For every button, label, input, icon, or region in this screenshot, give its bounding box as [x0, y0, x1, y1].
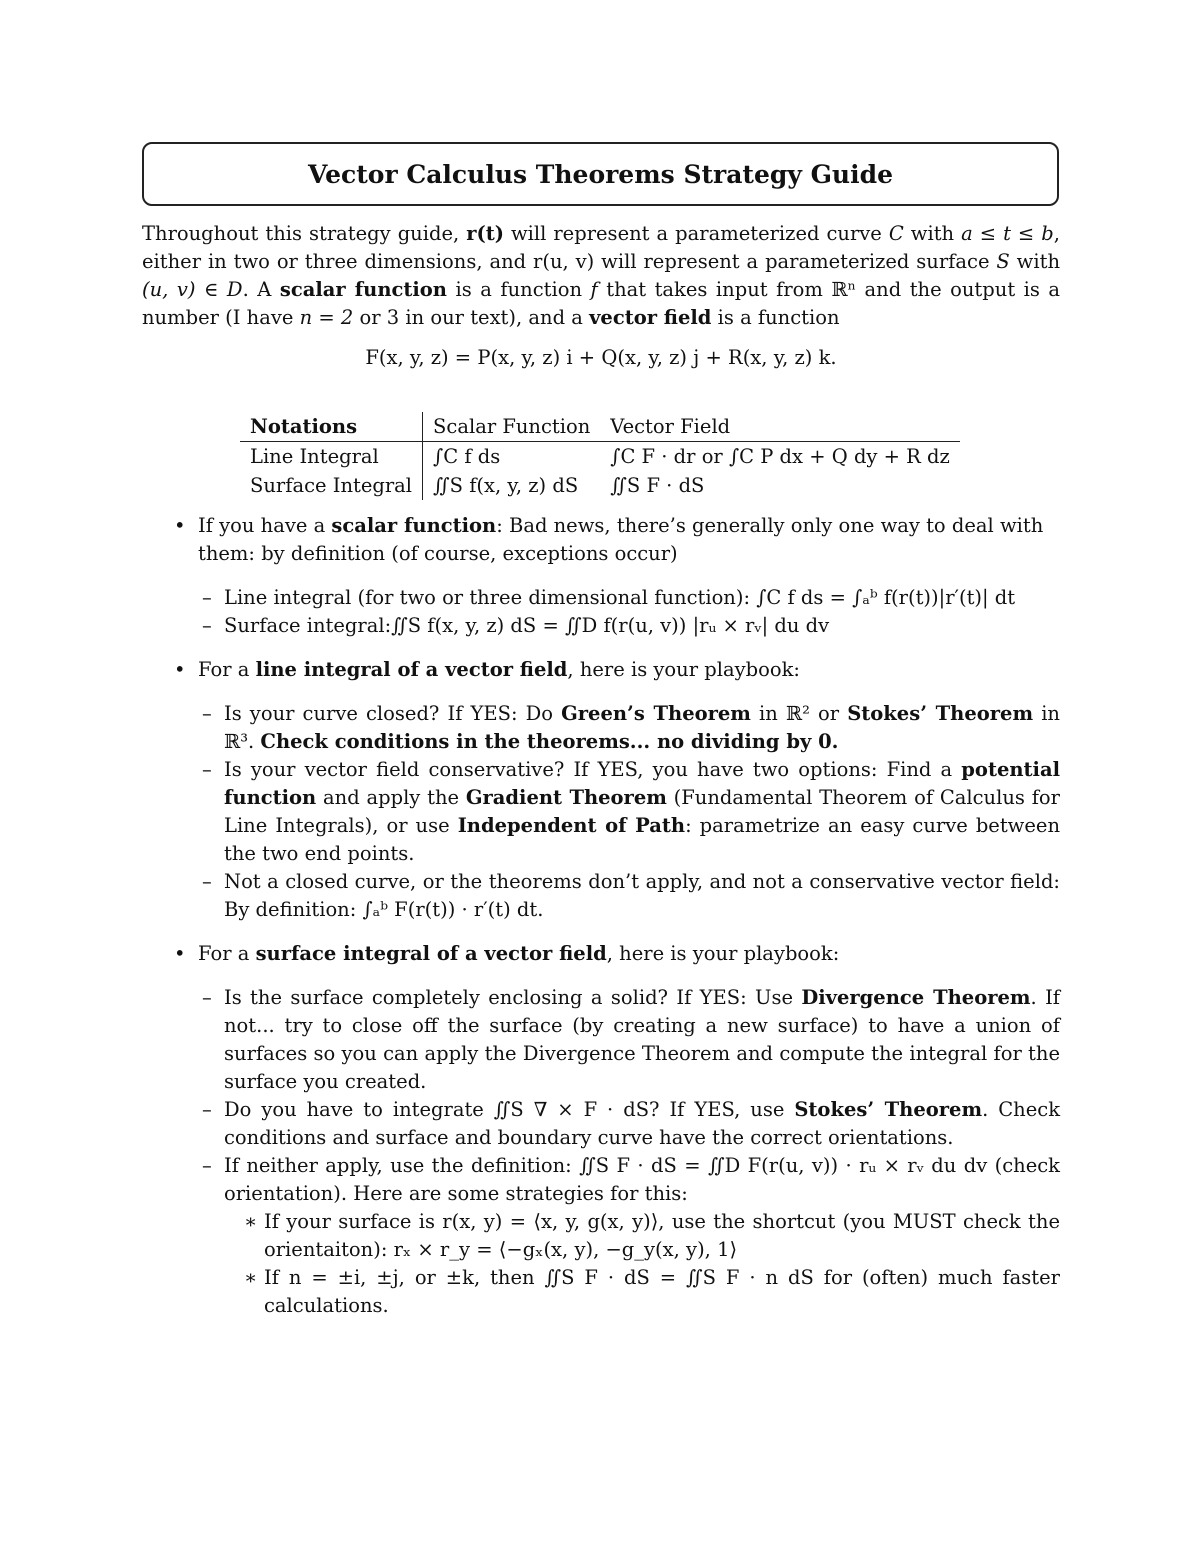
- intro-text: with: [903, 222, 962, 245]
- list-subitem-text: If n = ±i, ±j, or ±k, then ∬S F · dS = ∬S F · n dS for (often) much faster calculations.: [264, 1266, 1060, 1317]
- bullet-text: For a: [198, 658, 256, 681]
- intro-math: a ≤ t ≤ b: [961, 222, 1054, 245]
- notation-table: [240, 412, 960, 500]
- dash-icon: –: [202, 586, 212, 609]
- intro-text: is a function: [711, 306, 840, 329]
- dash-icon: –: [202, 758, 212, 781]
- title-box: [142, 142, 1059, 206]
- intro-text: with: [1009, 250, 1060, 273]
- list-subitem-text: If your surface is r(x, y) = ⟨x, y, g(x, y)⟩, use the shortcut (you MUST check the orientaiton): rₓ × r_y = ⟨−gₓ(x, y), −g_y(x, y), 1⟩: [264, 1210, 1060, 1261]
- asterisk-icon: ∗: [244, 1266, 258, 1289]
- bullet-term: surface integral of a vector field: [255, 942, 607, 965]
- bullet-icon: •: [174, 658, 186, 681]
- list-item-text: Not a closed curve, or the theorems don’t apply, and not a conservative vector field: By definition: ∫ₐᵇ F(r(t)) · r′(t) dt.: [224, 870, 1060, 921]
- list-item-term: Gradient Theorem: [465, 786, 667, 809]
- list-item-text: (Fundamental Theorem of Calculus for Line Integrals), or use: [224, 786, 1060, 837]
- bullet-icon: •: [174, 942, 186, 965]
- table-cell: ∫C f ds: [433, 445, 501, 468]
- intro-math: f: [590, 278, 598, 301]
- table-cell: Line Integral: [240, 442, 423, 472]
- bullet-text: , here is your playbook:: [606, 942, 840, 965]
- dash-icon: –: [202, 614, 212, 637]
- list-item-term: Stokes’ Theorem: [847, 702, 1034, 725]
- page-title: Vector Calculus Theorems Strategy Guide: [308, 159, 893, 189]
- intro-math: C: [888, 222, 904, 245]
- dash-icon: –: [202, 1154, 212, 1177]
- intro-section: [142, 220, 1060, 372]
- bullet-surface-integral: [172, 940, 1060, 968]
- list-item: [172, 700, 1060, 756]
- list-item-text: in ℝ³.: [224, 702, 1060, 753]
- list-item-text: and apply the: [316, 786, 466, 809]
- bullet-text: If you have a: [198, 514, 332, 537]
- dash-icon: –: [202, 986, 212, 1009]
- table-cell: ∬S F · dS: [610, 474, 705, 497]
- intro-text: that takes input from: [597, 278, 832, 301]
- list-item-text: Is your vector field conservative? If YES, you have two options: Find a: [224, 758, 962, 781]
- intro-text: will represent a parameterized curve: [503, 222, 889, 245]
- list-item: [172, 1152, 1060, 1208]
- table-header: Vector Field: [610, 415, 731, 438]
- intro-text: will represent a parameterized surface: [594, 250, 997, 273]
- list-item-text: : parametrize an easy curve between the two end points.: [224, 814, 1061, 865]
- intro-term: vector field: [589, 306, 712, 329]
- intro-text: or 3 in our text), and a: [353, 306, 590, 329]
- list-item-text: Is your curve closed? If YES: Do: [224, 702, 562, 725]
- table-cell: Surface Integral: [240, 471, 423, 500]
- intro-text: . A: [242, 278, 280, 301]
- list-subitem: [172, 1208, 1060, 1264]
- bullet-scalar-function: [172, 512, 1060, 568]
- bullet-icon: •: [174, 514, 186, 537]
- intro-math: S: [996, 250, 1010, 273]
- bullet-line-integral: [172, 656, 1060, 684]
- table-row: [240, 442, 960, 472]
- list-item-text: . Check conditions and surface and boundary curve have the correct orientations.: [224, 1098, 1061, 1149]
- dash-icon: –: [202, 1098, 212, 1121]
- bullet-term: scalar function: [331, 514, 497, 537]
- bullet-text: , here is your playbook:: [567, 658, 800, 681]
- list-item-text: Do you have to integrate ∬S ∇ × F · dS? If YES, use: [224, 1098, 795, 1121]
- list-item-text: . If not... try to close off the surface (by creating a new surface) to have a union of surfaces so you can apply the Divergence Theorem and compute the integral for the surface you created.: [224, 986, 1060, 1093]
- list-item-term: Stokes’ Theorem: [794, 1098, 983, 1121]
- list-item-term: potential function: [224, 758, 1060, 809]
- surface-sublist: [172, 984, 1060, 1320]
- intro-text: Throughout this strategy guide,: [142, 222, 467, 245]
- intro-math: r(t): [466, 222, 504, 245]
- intro-math: r(u, v): [533, 250, 595, 273]
- list-item: [172, 612, 1060, 640]
- vector-field-equation: F(x, y, z) = P(x, y, z) i + Q(x, y, z) j + R(x, y, z) k.: [365, 346, 837, 369]
- dash-icon: –: [202, 702, 212, 725]
- list-item-text: in ℝ² or: [750, 702, 848, 725]
- scalar-sublist: [172, 584, 1060, 640]
- intro-text: , either in two or three dimensions, and: [142, 222, 1060, 273]
- list-item: [172, 984, 1060, 1096]
- intro-term: scalar function: [279, 278, 447, 301]
- asterisk-icon: ∗: [244, 1210, 258, 1233]
- list-item-term: Green’s Theorem: [561, 702, 751, 725]
- list-item-text: Surface integral:∬S f(x, y, z) dS = ∬D f(r(u, v)) |rᵤ × rᵥ| du dv: [224, 614, 830, 637]
- list-item: [172, 584, 1060, 612]
- intro-math: (u, v) ∈ D: [142, 278, 243, 301]
- list-item-term: Independent of Path: [457, 814, 686, 837]
- list-item-term: Divergence Theorem: [801, 986, 1031, 1009]
- intro-math: n = 2: [299, 306, 354, 329]
- line-sublist: [172, 700, 1060, 924]
- table-header-row: [240, 412, 960, 442]
- list-item-text: Line integral (for two or three dimensional function): ∫C f ds = ∫ₐᵇ f(r(t))|r′(t)| dt: [224, 586, 1016, 609]
- list-item-term: Check conditions in the theorems... no dividing by 0.: [260, 730, 839, 753]
- intro-paragraph: [142, 220, 1060, 332]
- bullet-text: : Bad news, there’s generally only one way to deal with them: by definition (of course, exceptions occur): [198, 514, 1044, 565]
- table-cell: ∫C F · dr or ∫C P dx + Q dy + R dz: [610, 445, 950, 468]
- list-subitem: [172, 1264, 1060, 1320]
- list-item-text: Is the surface completely enclosing a solid? If YES: Use: [224, 986, 802, 1009]
- strategy-list: [172, 512, 1060, 1336]
- list-item: [172, 756, 1060, 868]
- intro-text: is a function: [447, 278, 591, 301]
- bullet-text: For a: [198, 942, 256, 965]
- table-header: Scalar Function: [433, 415, 591, 438]
- list-item: [172, 1096, 1060, 1152]
- intro-text: and the output is a number (I have: [142, 278, 1061, 329]
- bullet-term: line integral of a vector field: [255, 658, 568, 681]
- list-item: [172, 868, 1060, 924]
- table-header: Notations: [240, 412, 423, 442]
- list-item-text: If neither apply, use the definition: ∬S F · dS = ∬D F(r(u, v)) · rᵤ × rᵥ du dv (check orientation). Here are some strategies for this:: [224, 1154, 1060, 1205]
- table-row: [240, 471, 960, 500]
- intro-math: ℝⁿ: [831, 278, 857, 301]
- dash-icon: –: [202, 870, 212, 893]
- table-cell: ∬S f(x, y, z) dS: [433, 474, 579, 497]
